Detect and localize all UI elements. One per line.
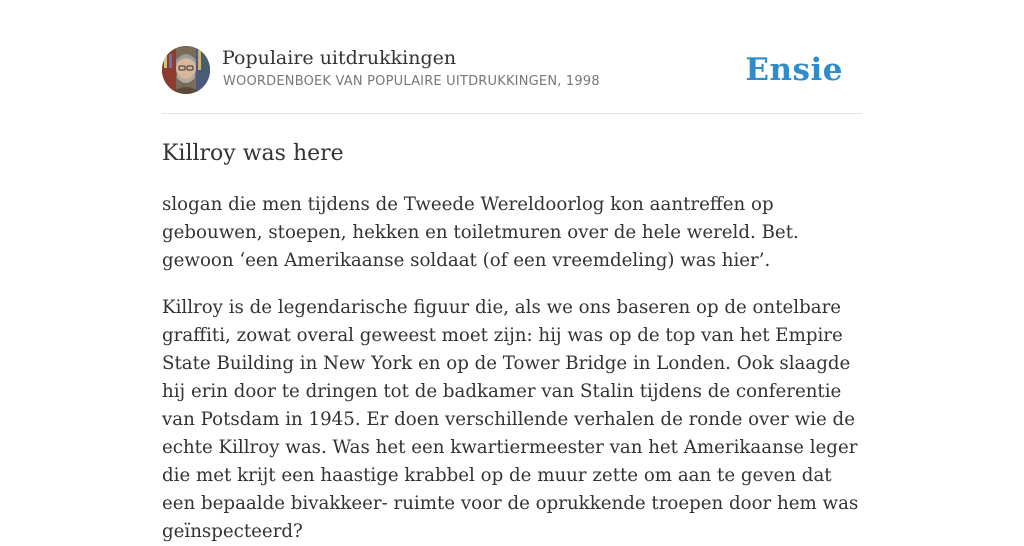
ensie-logo[interactable]: Ensie <box>745 52 843 88</box>
entry-title: Killroy was here <box>162 141 344 166</box>
source-header <box>162 46 862 114</box>
entry-card <box>162 46 862 546</box>
entry-paragraph: slogan die men tijdens de Tweede Wereldoorlog kon aantreffen op gebouwen, stoepen, hekken en toiletmuren over de hele wereld. Bet. gewoon ‘een Amerikaanse soldaat (of een vreemdeling) was hier’. <box>162 194 799 271</box>
source-subtitle: WOORDENBOEK VAN POPULAIRE UITDRUKKINGEN, 1998 <box>223 74 600 89</box>
source-title[interactable]: Populaire uitdrukkingen <box>222 47 457 69</box>
author-avatar[interactable] <box>162 46 210 94</box>
author-portrait-icon <box>162 46 210 94</box>
entry-paragraph: Killroy is de legendarische figuur die, als we ons baseren op de ontelbare graffiti, zowat overal geweest moet zijn: hij was op de top van het Empire State Building in New York en op de Tower Bridge in Londen. Ook slaagde hij erin door te dringen tot de badkamer van Stalin tijdens de conferentie van Potsdam in 1945. Er doen verschillende verhalen de ronde over wie de echte Killroy was. Was het een kwartiermeester van het Amerikaanse leger die met krijt een haastige krabbel op de muur zette om aan te geven dat een bepaalde bivakkeer- ruimte voor de oprukkende troepen door hem was geïnspecteerd? <box>162 297 859 542</box>
